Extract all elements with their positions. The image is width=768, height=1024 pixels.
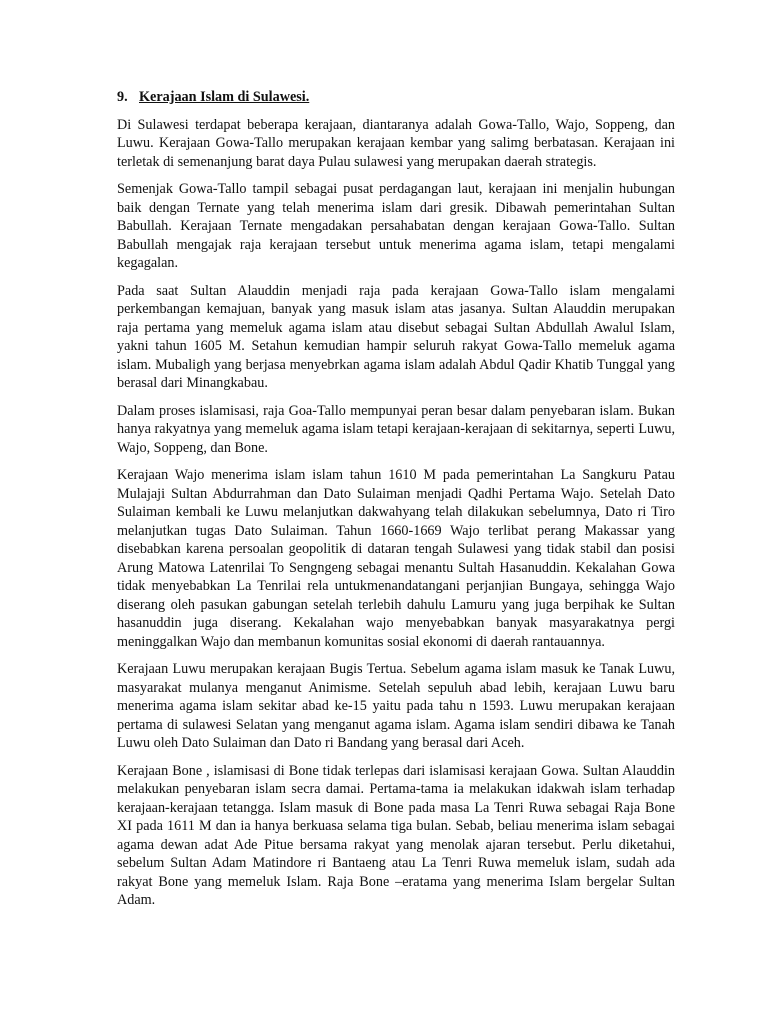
section-title: Kerajaan Islam di Sulawesi. — [139, 89, 310, 105]
paragraph-islamisasi: Dalam proses islamisasi, raja Goa-Tallo mempunyai peran besar dalam penyebaran islam. Bukan hanya rakyatnya yang memeluk agama islam tetapi kerajaan-kerajaan di sekitarnya, seperti Luwu, Wajo, Soppeng, dan Bone. — [117, 402, 675, 456]
paragraph-wajo: Kerajaan Wajo menerima islam islam tahun 1610 M pada pemerintahan La Sangkuru Patau Mulajaji Sultan Abdurrahman dan Dato Sulaiman menjadi Qadhi Pertama Wajo. Setelah Dato Sulaiman kembali ke Luwu melanjutkan dakwahyang telah dilakukan sebelumnya, Dato ri Tiro melanjutkan tugas Dato Sulaiman. Tahun 1660-1669 Wajo terlibat perang Makassar yang disebabkan karena persoalan geopolitik di dataran tengah Sulawesi yang tidak stabil dan posisi Arung Matowa Latenrilai To Sengngeng sebagai menantu Sultah Hasanuddin. Kekalahan Gowa tidak menyebabkan La Tenrilai rela untukmenandatangani perjanjian Bungaya, sehingga Wajo diserang oleh pasukan gabungan setelah terlebih dahulu Lamuru yang juga berpihak ke Sultan hasanuddin juga diserang. Kekalahan wajo menyebabkan banyak masyarakatnya pergi meninggalkan Wajo dan membanun komunitas sosial ekonomi di daerah rantauannya. — [117, 467, 675, 650]
paragraph-bone: Kerajaan Bone , islamisasi di Bone tidak terlepas dari islamisasi kerajaan Gowa. Sultan Alauddin melakukan penyebaran islam secra damai. Pertama-tama ia melakukan idakwah islam terhadap kerajaan-kerajaan tetangga. Islam masuk di Bone pada masa La Tenri Ruwa sebagai Raja Bone XI pada 1611 M dan ia hanya berkuasa selama tiga bulan. Sebab, beliau menerima islam sebagai agama dewan adat Ade Pitue bersama rakyat yang menolak ajaran tersebut. Perlu diketahui, sebelum Sultan Adam Matindore ri Bantaeng atau La Tenri Ruwa memeluk islam, sudah ada rakyat Bone yang memeluk Islam. Raja Bone –eratama yang menerima Islam bergelar Sultan Adam. — [117, 762, 675, 908]
section-number: 9. — [117, 89, 128, 105]
paragraph-alauddin: Pada saat Sultan Alauddin menjadi raja pada kerajaan Gowa-Tallo islam mengalami perkembangan kemajuan, banyak yang masuk islam atas jasanya. Sultan Alauddin merupakan raja pertama yang memeluk agama islam atau disebut sebagai Sultan Abdullah Awalul Islam, yakni tahun 1605 M. Setahun kemudian hampir seluruh rakyat Gowa-Tallo memeluk agama islam. Mubaligh yang berjasa menyebrkan agama islam adalah Abdul Qadir Khatib Tunggal yang berasal dari Minangkabau. — [117, 282, 675, 391]
paragraph-intro: Di Sulawesi terdapat beberapa kerajaan, diantaranya adalah Gowa-Tallo, Wajo, Soppeng, dan Luwu. Kerajaan Gowa-Tallo merupakan kerajaan kembar yang salimg berbatasan. Kerajaan ini terletak di semenanjung barat daya Pulau sulawesi yang merupakan daerah strategis. — [117, 116, 675, 170]
section-heading — [117, 88, 675, 107]
document-page — [117, 88, 675, 919]
paragraph-luwu: Kerajaan Luwu merupakan kerajaan Bugis Tertua. Sebelum agama islam masuk ke Tanak Luwu, masyarakat mulanya menganut Animisme. Setelah sepuluh abad lebih, kerajaan Luwu baru menerima agama islam sekitar abad ke-15 yaitu pada tahu n 1593. Luwu merupakan kerajaan pertama di sulawesi Selatan yang menganut agama islam. Agama islam sendiri dibawa ke Tanah Luwu oleh Dato Sulaiman dan Dato ri Bandang yang berasal dari Aceh. — [117, 661, 675, 751]
paragraph-ternate: Semenjak Gowa-Tallo tampil sebagai pusat perdagangan laut, kerajaan ini menjalin hubungan baik dengan Ternate yang telah menerima islam dari gresik. Dibawah pemerintahan Sultan Babullah. Kerajaan Ternate mengadakan persahabatan dengan kerajaan Gowa-Tallo. Sultan Babullah mengajak raja kerajaan tersebut untuk menerima agama islam, tetapi mengalami kegagalan. — [117, 181, 675, 271]
